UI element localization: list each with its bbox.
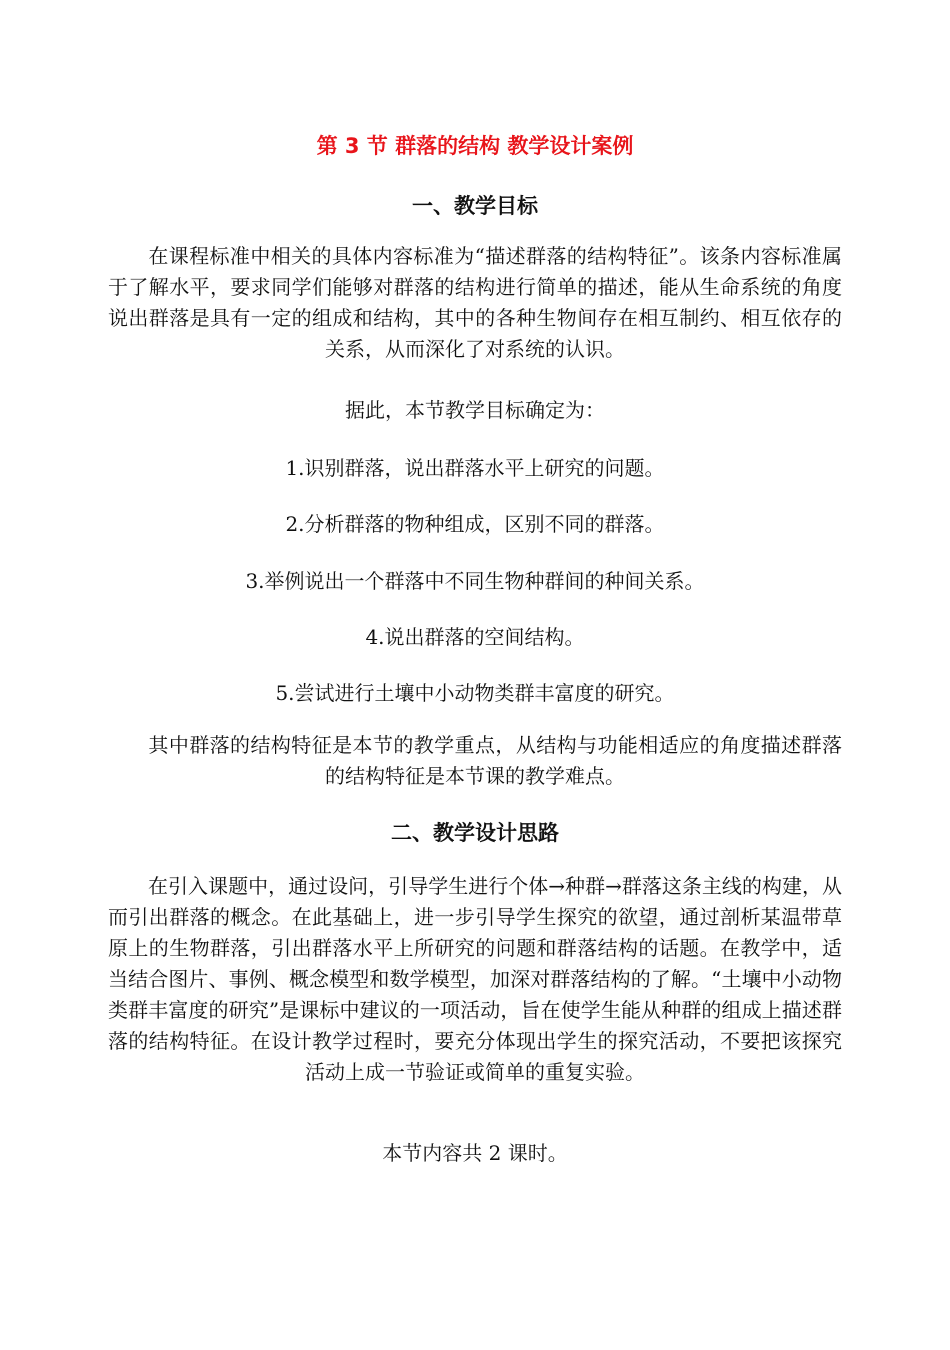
goal-item-5: 5.尝试进行土壤中小动物类群丰富度的研究。	[275, 681, 675, 705]
lesson-hours-line: 本节内容共 2 课时。	[382, 1141, 568, 1165]
goal-item-1: 1.识别群落，说出群落水平上研究的问题。	[285, 456, 665, 480]
goal-item-4: 4.说出群落的空间结构。	[365, 625, 585, 649]
objectives-intro-text: 在课程标准中相关的具体内容标准为“描述群落的结构特征”。该条内容标准属于了解水平，要求同学们能够对群落的结构进行简单的描述，能从生命系统的角度说出群落是具有一定的组成和结构，其中的各种生物间存在相互制约、相互依存的关系，从而深化了对系统的认识。	[108, 244, 842, 361]
section-heading-design: 二、教学设计思路	[391, 821, 559, 845]
design-paragraph	[108, 871, 842, 1088]
key-points-text: 其中群落的结构特征是本节的教学重点，从结构与功能相适应的角度描述群落的结构特征是本节课的教学难点。	[148, 733, 842, 788]
design-text: 在引入课题中，通过设问，引导学生进行个体→种群→群落这条主线的构建，从而引出群落的概念。在此基础上，进一步引导学生探究的欲望，通过剖析某温带草原上的生物群落，引出群落水平上所研究的问题和群落结构的话题。在教学中，适当结合图片、事例、概念模型和数学模型，加深对群落结构的了解。“土壤中小动物类群丰富度的研究”是课标中建议的一项活动，旨在使学生能从种群的组成上描述群落的结构特征。在设计教学过程时，要充分体现出学生的探究活动，不要把该探究活动上成一节验证或简单的重复实验。	[108, 874, 842, 1084]
objectives-lead-line: 据此，本节教学目标确定为：	[345, 398, 605, 422]
key-points-paragraph	[108, 730, 842, 792]
goal-item-2: 2.分析群落的物种组成，区别不同的群落。	[285, 512, 665, 536]
section-heading-objectives: 一、教学目标	[412, 194, 538, 218]
goal-item-3: 3.举例说出一个群落中不同生物种群间的种间关系。	[245, 569, 705, 593]
objectives-intro-paragraph	[108, 241, 842, 365]
document-title: 第 3 节 群落的结构 教学设计案例	[316, 134, 634, 158]
